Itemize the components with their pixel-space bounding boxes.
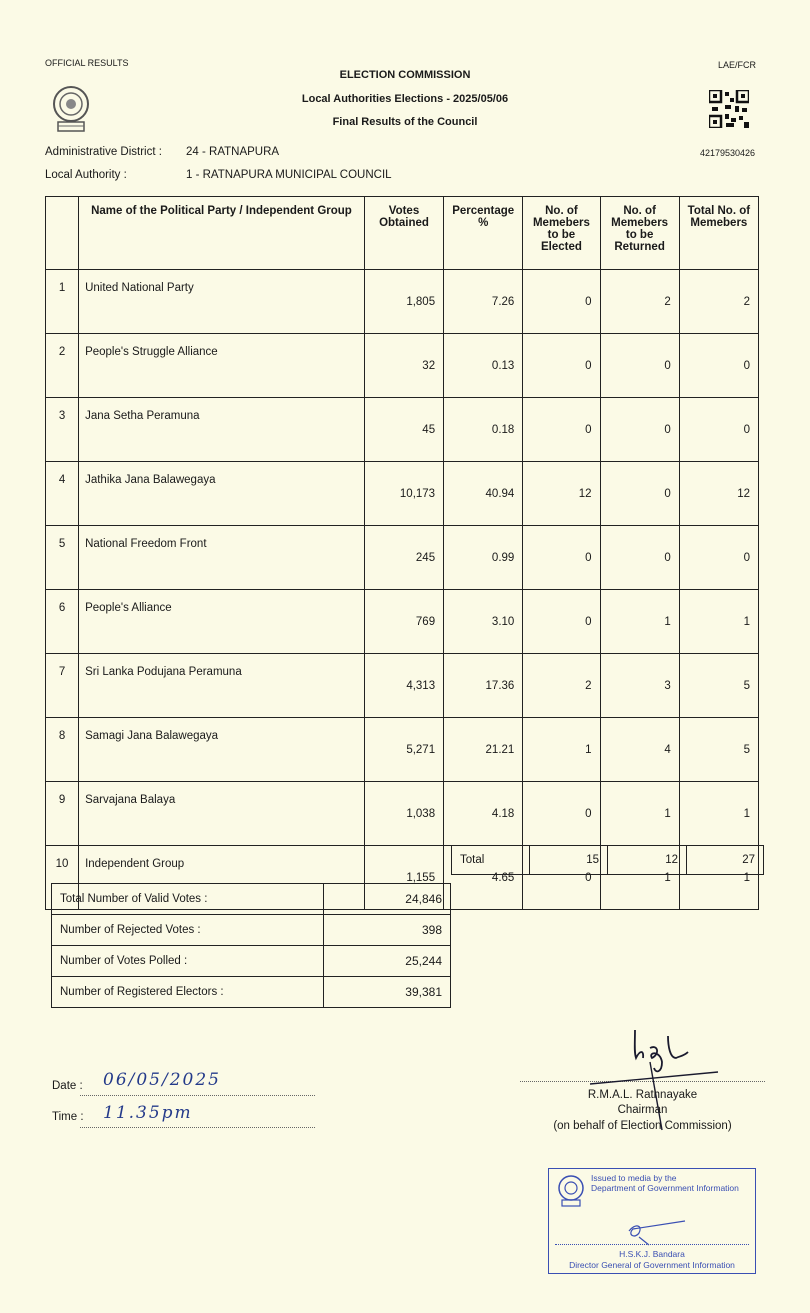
members-returned: 1 [600,782,679,846]
members-elected: 0 [523,526,600,590]
qr-code-icon [709,90,749,133]
members-total: 1 [679,846,758,910]
stat-row [52,946,451,977]
date-label: Date : [52,1080,83,1092]
results-table [45,196,759,910]
table-row [46,654,759,718]
vote-percentage: 17.36 [444,654,523,718]
members-elected: 0 [523,846,600,910]
members-returned: 1 [600,846,679,910]
members-returned: 4 [600,718,679,782]
row-serial: 10 [46,846,79,910]
members-returned: 1 [600,590,679,654]
stat-value: 398 [324,915,451,946]
party-name: Jathika Jana Balawegaya [79,462,365,526]
members-total: 5 [679,718,758,782]
members-returned: 3 [600,654,679,718]
stamp-name: H.S.K.J. Bandara [619,1249,685,1259]
date-line [80,1094,315,1096]
votes-obtained: 5,271 [364,718,443,782]
votes-obtained: 32 [364,334,443,398]
vote-percentage: 7.26 [444,270,523,334]
vote-percentage: 4.18 [444,782,523,846]
party-name: People's Alliance [79,590,365,654]
votes-obtained: 1,155 [364,846,443,910]
vote-percentage: 0.18 [444,398,523,462]
totals-total: 27 [687,846,764,875]
members-total: 0 [679,398,758,462]
members-total: 2 [679,270,758,334]
stat-row [52,977,451,1008]
members-elected: 0 [523,782,600,846]
members-returned: 2 [600,270,679,334]
official-results-label: OFFICIAL RESULTS [45,58,129,68]
party-name: Sri Lanka Podujana Peramuna [79,654,365,718]
stamp-line-1: Issued to media by the [591,1173,677,1183]
vote-percentage: 4.65 [444,846,523,910]
row-serial: 6 [46,590,79,654]
party-name: Sarvajana Balaya [79,782,365,846]
votes-obtained: 1,805 [364,270,443,334]
stat-row [52,915,451,946]
time-line [80,1126,315,1128]
stamp-emblem-icon [557,1174,585,1210]
totals-elected: 15 [530,846,608,875]
members-elected: 12 [523,462,600,526]
members-total: 5 [679,654,758,718]
media-release-stamp [548,1168,756,1274]
votes-obtained: 769 [364,590,443,654]
members-total: 0 [679,526,758,590]
stamp-dotted-line [555,1244,749,1245]
header-returned: No. of Memebers to be Returned [600,197,679,270]
stat-value: 24,846 [324,884,451,915]
members-total: 1 [679,782,758,846]
table-row [46,718,759,782]
row-serial: 8 [46,718,79,782]
table-row [46,462,759,526]
table-header-row [46,197,759,270]
header-votes: Votes Obtained [364,197,443,270]
vote-percentage: 0.13 [444,334,523,398]
signatory-role: Chairman [617,1104,668,1116]
table-row [46,782,759,846]
district-label: Administrative District : [45,146,162,158]
row-serial: 2 [46,334,79,398]
vote-percentage: 40.94 [444,462,523,526]
stat-label: Number of Rejected Votes : [52,915,324,946]
stat-value: 25,244 [324,946,451,977]
row-serial: 9 [46,782,79,846]
row-serial: 7 [46,654,79,718]
votes-obtained: 4,313 [364,654,443,718]
authority-label: Local Authority : [45,169,127,181]
table-row [46,526,759,590]
header-party: Name of the Political Party / Independent Group [79,197,365,270]
members-elected: 2 [523,654,600,718]
time-label: Time : [52,1111,84,1123]
stat-label: Number of Registered Electors : [52,977,324,1008]
members-returned: 0 [600,462,679,526]
members-elected: 0 [523,334,600,398]
members-elected: 0 [523,398,600,462]
members-elected: 0 [523,270,600,334]
totals-returned: 12 [608,846,687,875]
form-code: LAE/FCR [718,60,757,70]
vote-percentage: 3.10 [444,590,523,654]
district-value: 24 - RATNAPURA [186,146,280,158]
members-total: 1 [679,590,758,654]
stat-row [52,884,451,915]
table-row [46,590,759,654]
members-elected: 0 [523,590,600,654]
members-total: 0 [679,334,758,398]
header-elected: No. of Memebers to be Elected [523,197,600,270]
party-name: Jana Setha Peramuna [79,398,365,462]
time-handwritten: 11.35pm [103,1103,193,1123]
members-total: 12 [679,462,758,526]
party-name: United National Party [79,270,365,334]
totals-table [451,845,764,875]
header-percentage: Percentage % [444,197,523,270]
results-subtitle: Final Results of the Council [332,116,478,128]
stat-value: 39,381 [324,977,451,1008]
members-returned: 0 [600,526,679,590]
vote-percentage: 0.99 [444,526,523,590]
table-row [46,334,759,398]
votes-obtained: 245 [364,526,443,590]
members-returned: 0 [600,334,679,398]
votes-obtained: 1,038 [364,782,443,846]
signatory-behalf: (on behalf of Election Commission) [553,1120,732,1132]
votes-obtained: 45 [364,398,443,462]
stamp-title: Director General of Government Information [569,1260,735,1270]
header-total: Total No. of Memebers [679,197,758,270]
header-serial [46,197,79,270]
party-name: Independent Group [79,846,365,910]
party-name: Samagi Jana Balawegaya [79,718,365,782]
members-elected: 1 [523,718,600,782]
date-handwritten: 06/05/2025 [103,1070,221,1090]
national-emblem-icon [51,82,91,139]
party-name: People's Struggle Alliance [79,334,365,398]
members-returned: 0 [600,398,679,462]
document-number: 42179530426 [700,148,756,158]
signatory-name: R.M.A.L. Rathnayake [587,1089,698,1101]
election-title: Local Authorities Elections - 2025/05/06 [301,93,509,105]
totals-row [452,846,764,875]
authority-value: 1 - RATNAPURA MUNICIPAL COUNCIL [186,169,392,181]
party-name: National Freedom Front [79,526,365,590]
stamp-line-2: Department of Government Information [591,1183,739,1193]
row-serial: 5 [46,526,79,590]
table-row [46,270,759,334]
vote-percentage: 21.21 [444,718,523,782]
commission-title: ELECTION COMMISSION [339,69,471,81]
votes-obtained: 10,173 [364,462,443,526]
row-serial: 3 [46,398,79,462]
row-serial: 1 [46,270,79,334]
stat-label: Number of Votes Polled : [52,946,324,977]
stat-label: Total Number of Valid Votes : [52,884,324,915]
table-row [46,398,759,462]
row-serial: 4 [46,462,79,526]
stamp-signature [619,1219,699,1251]
totals-label: Total [452,846,530,875]
vote-summary-table [51,883,451,1008]
